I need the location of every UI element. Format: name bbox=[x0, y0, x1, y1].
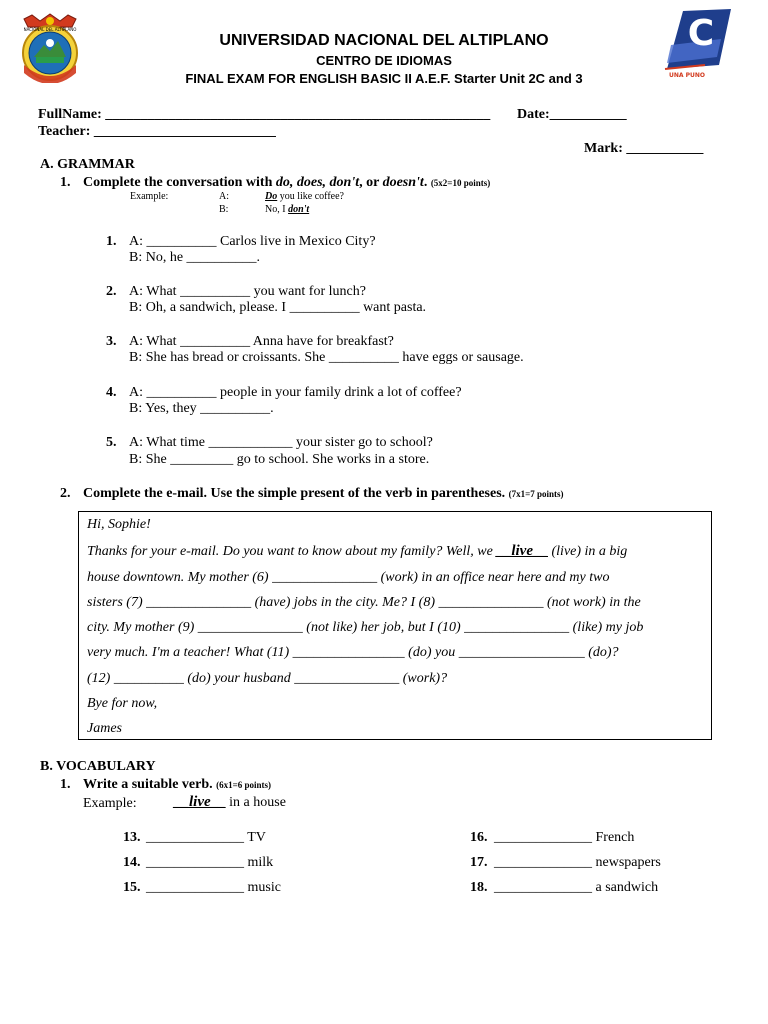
svg-text:NACIONAL DEL ALTIPLANO: NACIONAL DEL ALTIPLANO bbox=[23, 27, 77, 32]
vocab-item[interactable]: ______________ music bbox=[146, 880, 281, 895]
centre-title: CENTRO DE IDIOMAS bbox=[316, 53, 452, 68]
vocab-item-number: 15. bbox=[123, 880, 141, 895]
teacher-field[interactable]: Teacher: __________________________ bbox=[38, 124, 276, 139]
email-line-4[interactable]: city. My mother (9) _______________ (not like) her job, but I (10) _______________ (like) my job bbox=[87, 620, 644, 635]
email-line-3[interactable]: sisters (7) _______________ (have) jobs in the city. Me? I (8) _______________ (not work) in the bbox=[87, 595, 641, 610]
example-a-answer: Do bbox=[265, 191, 278, 202]
email-line-5[interactable]: very much. I'm a teacher! What (11) ________________ (do) you __________________ (do)? bbox=[87, 645, 619, 660]
example-b-answer: don't bbox=[288, 204, 310, 215]
q1-word2: doesn't bbox=[382, 175, 424, 190]
university-title: UNIVERSIDAD NACIONAL DEL ALTIPLANO bbox=[219, 32, 549, 49]
q1-words: do, does, don't bbox=[275, 175, 360, 190]
grammar-item-b[interactable]: B: Oh, a sandwich, please. I __________ want pasta. bbox=[129, 300, 427, 315]
example-label: Example: bbox=[130, 191, 169, 202]
vocab-item-number: 17. bbox=[470, 855, 488, 870]
vocab-q1-text: Write a suitable verb. bbox=[83, 777, 213, 792]
vocabulary-section-title: B. VOCABULARY bbox=[40, 759, 156, 774]
grammar-q2-number: 2. bbox=[60, 486, 71, 501]
email-greeting: Hi, Sophie! bbox=[87, 517, 151, 532]
example-b-line bbox=[265, 204, 309, 215]
grammar-item-a[interactable]: A: __________ Carlos live in Mexico City? bbox=[129, 234, 376, 249]
grammar-item-number: 4. bbox=[106, 385, 117, 400]
grammar-q1-number: 1. bbox=[60, 175, 71, 190]
exam-title: FINAL EXAM FOR ENGLISH BASIC II A.E.F. Starter Unit 2C and 3 bbox=[185, 71, 583, 86]
grammar-item-a[interactable]: A: What time ____________ your sister go to school? bbox=[129, 435, 433, 450]
grammar-item-number: 3. bbox=[106, 334, 117, 349]
vocab-item-number: 16. bbox=[470, 830, 488, 845]
email-line-1-post: (live) in a big bbox=[548, 544, 628, 559]
mark-field[interactable]: Mark: ___________ bbox=[584, 141, 704, 156]
example-b-pre: No, I bbox=[265, 204, 289, 215]
grammar-item-a[interactable]: A: __________ people in your family drink a lot of coffee? bbox=[129, 385, 462, 400]
vocab-example-answer: __live__ bbox=[174, 794, 226, 810]
vocab-example-rest: in a house bbox=[225, 795, 286, 810]
example-a-rest: you like coffee? bbox=[277, 191, 344, 202]
grammar-item-number: 5. bbox=[106, 435, 117, 450]
vocab-item-number: 18. bbox=[470, 880, 488, 895]
vocab-item[interactable]: ______________ newspapers bbox=[494, 855, 661, 870]
vocab-example-line bbox=[174, 794, 286, 811]
grammar-item-number: 2. bbox=[106, 284, 117, 299]
q2-text: Complete the e-mail. Use the simple present of the verb in parentheses. bbox=[83, 486, 506, 501]
example-a-label: A: bbox=[219, 191, 229, 202]
example-a-line bbox=[265, 191, 344, 202]
example-b-label: B: bbox=[219, 204, 229, 215]
vocab-item[interactable]: ______________ milk bbox=[146, 855, 274, 870]
grammar-item-a[interactable]: A: What __________ Anna have for breakfast? bbox=[129, 334, 394, 349]
email-line-1[interactable] bbox=[87, 543, 627, 560]
grammar-q1-instruction bbox=[83, 175, 490, 191]
vocab-item-number: 13. bbox=[123, 830, 141, 845]
q1-text-mid: , or bbox=[359, 175, 383, 190]
svg-text:UNA PUNO: UNA PUNO bbox=[668, 72, 706, 79]
email-example-answer: __live__ bbox=[496, 543, 548, 559]
q1-points: (5x2=10 points) bbox=[430, 178, 491, 188]
grammar-item-b[interactable]: B: Yes, they __________. bbox=[129, 401, 274, 416]
grammar-item-number: 1. bbox=[106, 234, 117, 249]
vocab-q1-points: (6x1=6 points) bbox=[216, 780, 272, 790]
grammar-q2-instruction bbox=[83, 486, 564, 502]
email-line-2[interactable]: house downtown. My mother (6) _______________ (work) in an office near here and my two bbox=[87, 570, 610, 585]
vocab-item[interactable]: ______________ a sandwich bbox=[494, 880, 659, 895]
email-closing: Bye for now, bbox=[87, 696, 158, 711]
vocab-item-number: 14. bbox=[123, 855, 141, 870]
email-line-1-pre: Thanks for your e-mail. Do you want to know about my family? Well, we bbox=[87, 544, 497, 559]
email-signature: James bbox=[87, 721, 122, 736]
vocabulary-q1-instruction bbox=[83, 777, 271, 793]
fullname-field[interactable]: FullName: _______________________________________________________ bbox=[38, 107, 491, 122]
svg-text:C: C bbox=[687, 13, 715, 54]
grammar-item-b[interactable]: B: She has bread or croissants. She __________ have eggs or sausage. bbox=[129, 350, 524, 365]
grammar-item-b[interactable]: B: No, he __________. bbox=[129, 250, 261, 265]
vocabulary-q1-number: 1. bbox=[60, 777, 71, 792]
q1-text-pre: Complete the conversation with bbox=[83, 175, 276, 190]
grammar-item-b[interactable]: B: She _________ go to school. She works in a store. bbox=[129, 452, 430, 467]
q2-points: (7x1=7 points) bbox=[508, 489, 564, 499]
grammar-item-a[interactable]: A: What __________ you want for lunch? bbox=[129, 284, 366, 299]
vocab-item[interactable]: ______________ French bbox=[494, 830, 635, 845]
email-line-6[interactable]: (12) __________ (do) your husband _______________ (work)? bbox=[87, 671, 448, 686]
q1-text-end: . bbox=[423, 175, 428, 190]
vocab-example-label: Example: bbox=[83, 796, 137, 811]
date-field[interactable]: Date:___________ bbox=[517, 107, 627, 122]
grammar-section-title: A. GRAMMAR bbox=[40, 157, 135, 172]
vocab-item[interactable]: ______________ TV bbox=[146, 830, 266, 845]
